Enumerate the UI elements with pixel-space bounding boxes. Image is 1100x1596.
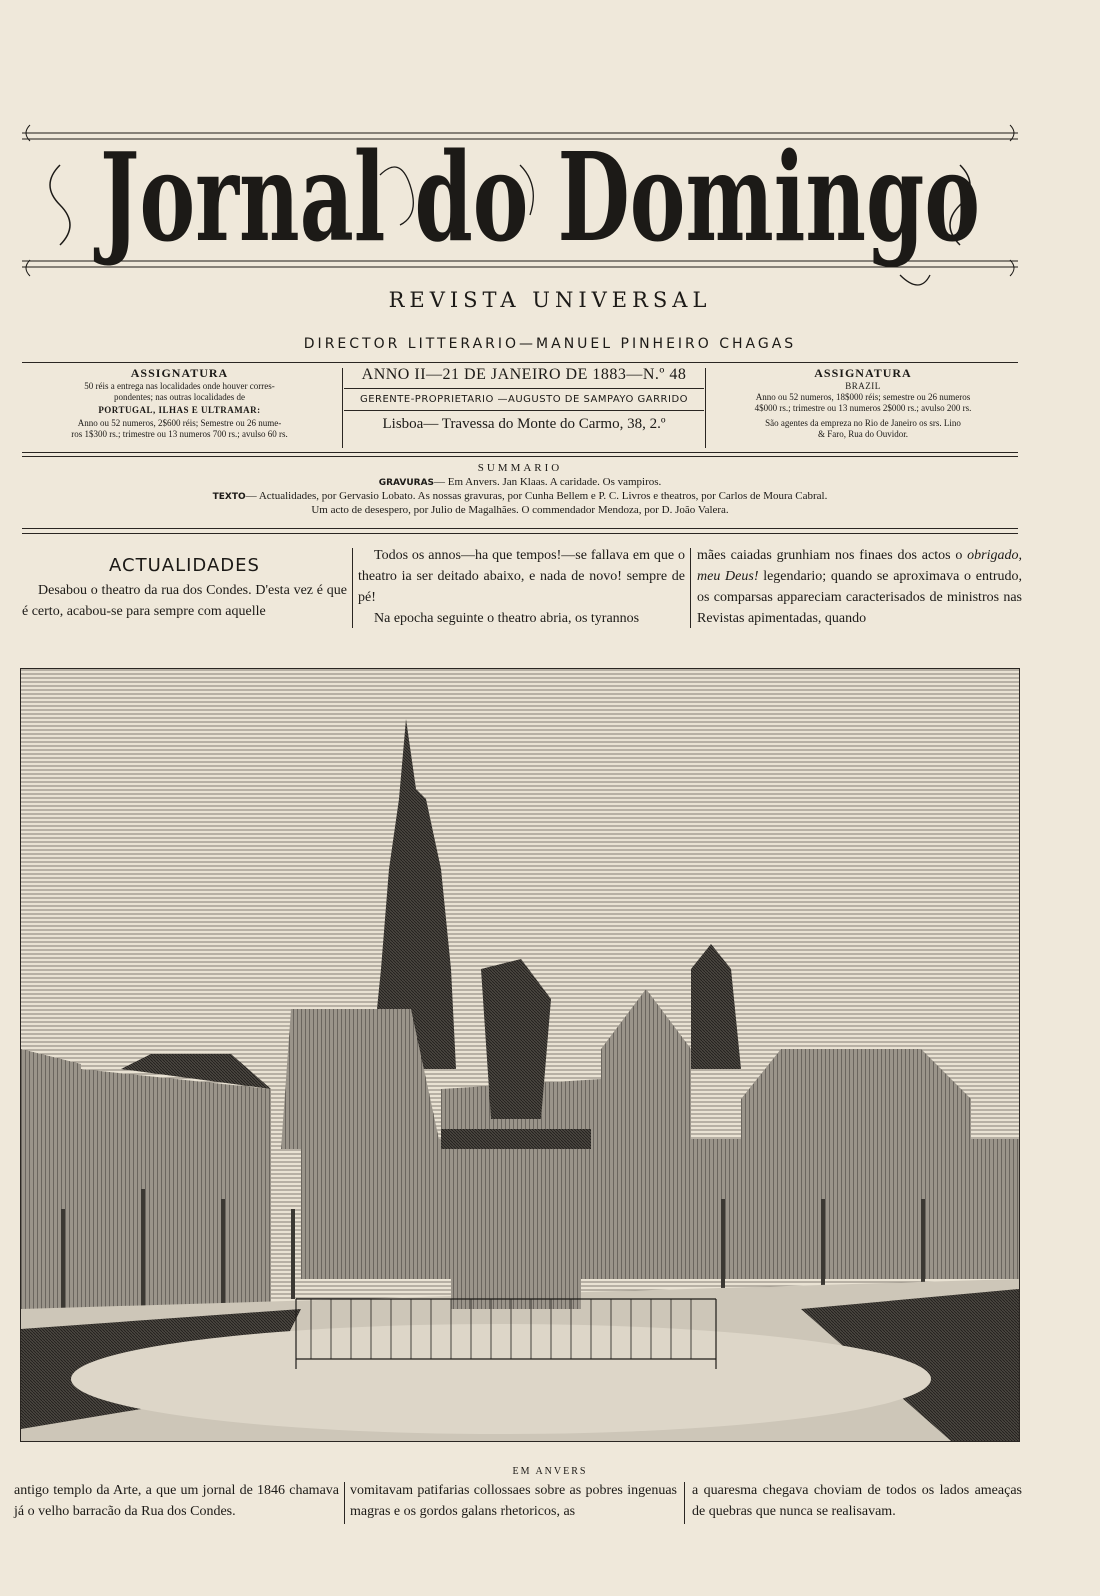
issue-info xyxy=(344,366,704,433)
article-col-1-continued: antigo templo da Arte, a que um jornal de 1846 chamava já o velho barracão da Rua dos Condes. xyxy=(14,1483,339,1519)
engraving-antwerp-square xyxy=(20,668,1020,1442)
subscription-portugal: ASSIGNATURA 50 réis a entrega nas localidades onde houver corres- pondentes; nas outras localidades de PORTUGAL, ILHAS E ULTRAMAR: Anno ou 52 numeros, 2$600 réis; Semestre ou 26 nume- ros 1$300 rs.; trimestre ou 13 numeros 700 rs.; avulso 60 rs. xyxy=(22,366,337,440)
subscription-brazil: ASSIGNATURA BRAZIL Anno ou 52 numeros, 18$000 réis; semestre ou 26 numeros 4$000 rs.; trimestre ou 13 numeros 2$000 rs.; avulso 200 rs. São agentes da empreza no Rio de Janeiro os srs. Lino & Faro, Rua do Ouvidor. xyxy=(754,366,972,439)
address-line: Lisboa— Travessa do Monte do Carmo, 38, 2.º xyxy=(382,416,666,432)
summary: SUMMARIO GRAVURAS— Em Anvers. Jan Klaas. A caridade. Os vampiros. TEXTO— Actualidades, por Gervasio Lobato. As nossas gravuras, por Cunha Bellem e P. C. Livros e theatros, por Carlos de Moura Cabral. Um acto de desespero, por Julio de Magalhães. O commendador Mendoza, por D. João Valera. xyxy=(22,462,1018,517)
summary-title: SUMMARIO xyxy=(477,462,563,474)
article-col-1: Desabou o theatro da rua dos Condes. D'esta vez é que é certo, acabou-se para sempre com aquelle xyxy=(22,583,347,619)
engraving-caption: EM ANVERS xyxy=(512,1466,588,1477)
subscription-title: ASSIGNATURA xyxy=(130,366,229,380)
masthead-director: DIRECTOR LITTERARIO—MANUEL PINHEIRO CHAGAS xyxy=(303,336,797,352)
article-col-2: Todos os annos—ha que tempos!—se fallava em que o theatro ia ser deitado abaixo, e nada de novo! sempre de pé! Na epocha seguinte o theatro abria, os tyrannos xyxy=(358,548,685,626)
engraving-illustration xyxy=(21,669,1019,1441)
article-title: ACTUALIDADES xyxy=(109,555,260,576)
issue-line: ANNO II—21 DE JANEIRO DE 1883—N.º 48 xyxy=(361,366,687,383)
article-col-3-continued: a quaresma chegava choviam de todos os lados ameaças de quebras que nunca se realisavam. xyxy=(692,1483,1022,1519)
article-col-3: mães caiadas grunhiam nos finaes dos actos o obrigado, meu Deus! legendario; quando se aproximava o entrudo, os comparsas appareciam caracterisados de ministros nas Revistas apimentadas, quando xyxy=(697,548,1022,626)
article-col-2-continued: vomitavam patifarias collossaes sobre as pobres ingenuas magras e os gordos galans rhetoricos, as xyxy=(350,1483,677,1519)
masthead-title: Jornal do Domingo xyxy=(93,125,980,269)
owner-line: GERENTE-PROPRIETARIO —AUGUSTO DE SAMPAYO GARRIDO xyxy=(359,394,689,405)
masthead-subtitle: REVISTA UNIVERSAL xyxy=(388,288,712,312)
